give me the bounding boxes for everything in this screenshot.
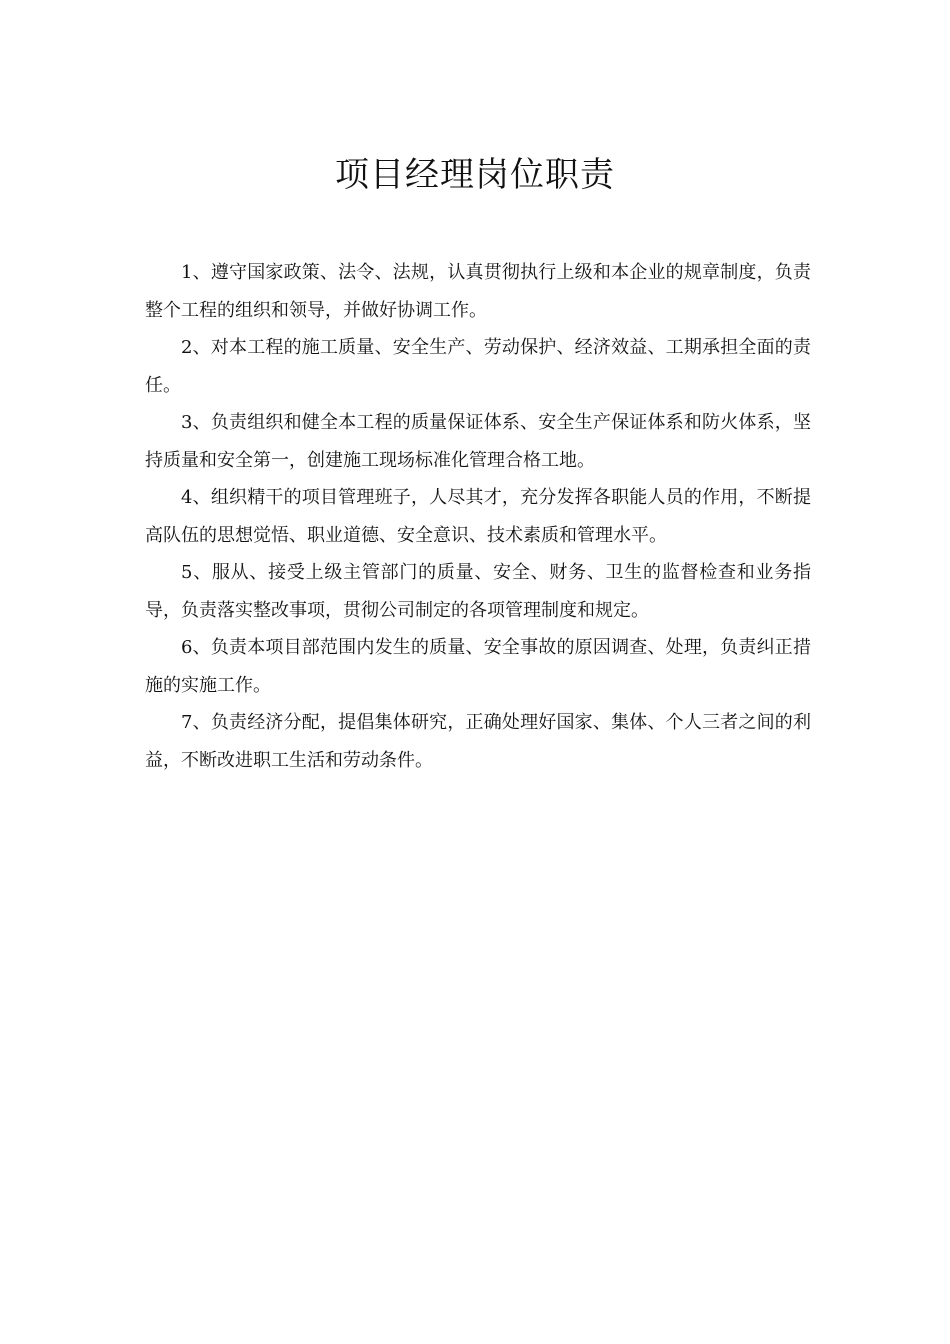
document-title: 项目经理岗位职责 xyxy=(335,155,615,195)
duty-paragraph-1: 1、遵守国家政策、法令、法规，认真贯彻执行上级和本企业的规章制度，负责整个工程的组织和领导，并做好协调工作。 xyxy=(145,262,811,321)
duty-paragraph-2: 2、对本工程的施工质量、安全生产、劳动保护、经济效益、工期承担全面的责任。 xyxy=(145,337,811,396)
duty-paragraph-6: 6、负责本项目部范围内发生的质量、安全事故的原因调查、处理，负责纠正措施的实施工作。 xyxy=(145,637,811,696)
document-body xyxy=(145,254,811,779)
duty-paragraph-5: 5、服从、接受上级主管部门的质量、安全、财务、卫生的监督检查和业务指导，负责落实整改事项，贯彻公司制定的各项管理制度和规定。 xyxy=(145,562,811,621)
duty-paragraph-3: 3、负责组织和健全本工程的质量保证体系、安全生产保证体系和防火体系，坚持质量和安全第一，创建施工现场标准化管理合格工地。 xyxy=(145,412,811,471)
duty-paragraph-7: 7、负责经济分配，提倡集体研究，正确处理好国家、集体、个人三者之间的利益，不断改进职工生活和劳动条件。 xyxy=(145,712,811,771)
duty-paragraph-4: 4、组织精干的项目管理班子，人尽其才，充分发挥各职能人员的作用，不断提高队伍的思想觉悟、职业道德、安全意识、技术素质和管理水平。 xyxy=(145,487,811,546)
